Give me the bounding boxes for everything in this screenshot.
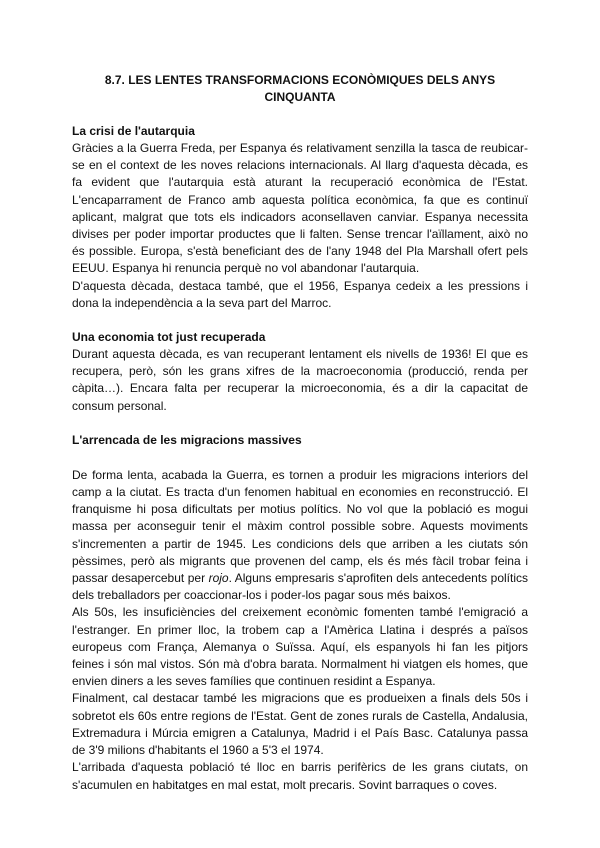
section-heading-economia: Una economia tot just recuperada — [72, 330, 266, 345]
paragraph: Als 50s, les insuficiències del creixement econòmic fomenten també l'emigració a l'estranger. En primer lloc, la trobem cap a l'Amèrica Llatina i després a països europeus com França, Alemanya o Suïssa. Aquí, els espanyols hi fan les pitjors feines i són mal vistos. Són mà d'obra barata. Normalment hi viatgen els homes, que envien diners a les seves famílies que continuen residint a Espanya. — [72, 605, 528, 689]
paragraph: D'aquesta dècada, destaca també, que el 1956, Espanya cedeix a les pressions i dona la independència a la seva part del Marroc. — [72, 278, 528, 310]
paragraph-text: . Alguns empresaris s'aprofiten dels antecedents polítics dels treballadors per coaccionar-los i poder-los pagar sous més baixos. — [72, 571, 529, 603]
section-heading-migracions: L'arrencada de les migracions massives — [72, 432, 302, 447]
paragraph-text: De forma lenta, acabada la Guerra, es tornen a produir les migracions interiors del camp a la ciutat. Es tracta d'un fenomen habitual en economies en reconstrucció. El franquisme hi posa dificultats per motius polítics. No vol que la població es mogui massa per aconseguir tenir el màxim control possible sobre. Aquests moviments s'incrementen a partir de 1945. Les condicions dels que arriben a les ciutats són pèssimes, però als migrants que provenen del camp, els és més fàcil trobar feina i passar desapercebut per — [72, 467, 528, 586]
paragraph-intro-migracions — [72, 467, 528, 605]
section-heading-autarquia: La crisi de l'autarquia — [72, 124, 195, 138]
paragraph: Gràcies a la Guerra Freda, per Espanya és relativament senzilla la tasca de reubicar-se en el context de les noves relacions internacionals. Al llarg d'aquesta dècada, es fa evident que l'autarquia està aturant la recuperació econòmica de l'Estat. L'encaparrament de Franco amb aquesta política econòmica, fa que es continuï aplicant, malgrat que tots els indicadors aconsellaven canviar. Espanya necessita divises per poder importar productes que li falten. Sense trencar l'aïllament, això no és possible. Europa, s'està beneficiant des de l'any 1948 del Pla Marshall ofert pels EEUU. Espanya hi renuncia perquè no vol abandonar l'autarquia. — [72, 141, 528, 276]
paragraph: L'arribada d'aquesta població té lloc en barris perifèrics de les grans ciutats, on s'acumulen en habitatges en mal estat, molt precaris. Sovint barraques o coves. — [72, 760, 528, 792]
spacer — [72, 415, 528, 432]
italic-term: rojo — [208, 571, 229, 586]
spacer — [72, 312, 528, 329]
page-title: 8.7. LES LENTES TRANSFORMACIONS ECONÒMIQUES DELS ANYS CINQUANTA — [104, 73, 496, 104]
paragraph: Durant aquesta dècada, es van recuperant lentament els nivells de 1936! El que es recupera, però, són les grans xifres de la macroeconomia (producció, renda per càpita…). Encara falta per recuperar la microeconomia, és a dir la capacitat de consum personal. — [72, 347, 528, 413]
paragraph: Finalment, cal destacar també les migracions que es produeixen a finals dels 50s i sobretot els 60s entre regions de l'Estat. Gent de zones rurals de Castella, Andalusia, Extremadura i Múrcia emigren a Catalunya, Madrid i el País Basc. Catalunya passa de 3'9 milions d'habitants el 1960 a 5'3 el 1974. — [72, 691, 528, 758]
document-page — [72, 72, 528, 794]
spacer — [72, 449, 528, 467]
